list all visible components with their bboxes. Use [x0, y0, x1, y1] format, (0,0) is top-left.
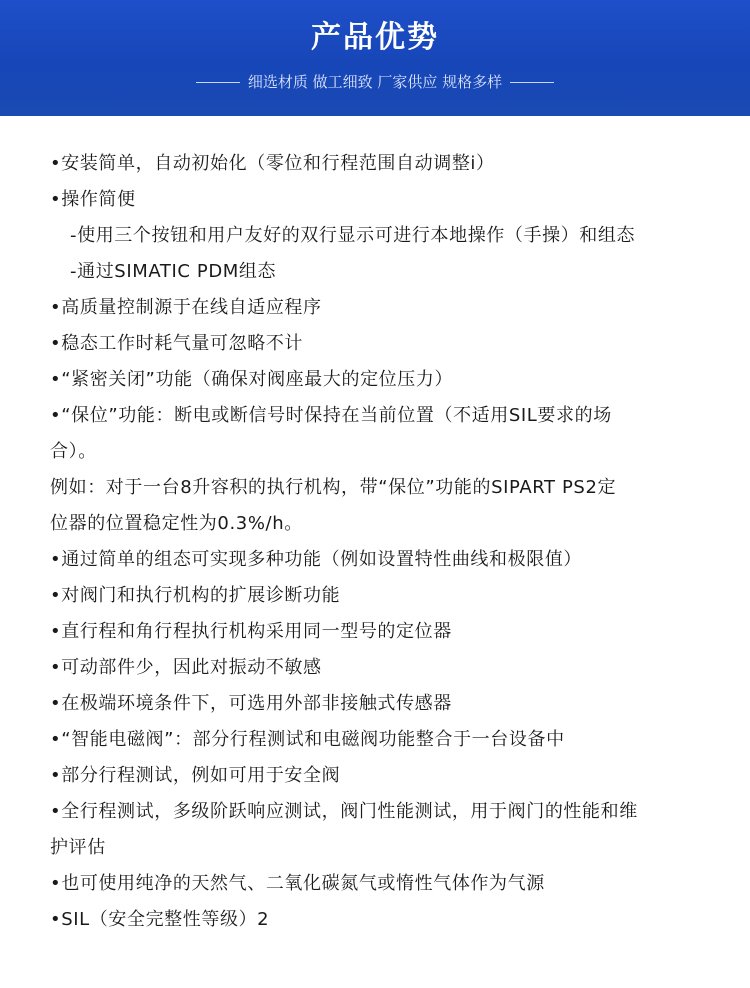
feature-line: •“智能电磁阀”：部分行程测试和电磁阀功能整合于一台设备中 [50, 729, 565, 750]
feature-line: •“保位”功能：断电或断信号时保持在当前位置（不适用SIL要求的场 [50, 405, 612, 426]
feature-line: •全行程测试，多级阶跃响应测试，阀门性能测试，用于阀门的性能和维 [50, 801, 638, 822]
feature-line: 合）。 [50, 441, 97, 462]
feature-subline: -使用三个按钮和用户友好的双行显示可进行本地操作（手操）和组态 [70, 225, 636, 246]
page-subtitle [0, 70, 750, 94]
feature-line: •对阀门和执行机构的扩展诊断功能 [50, 585, 341, 606]
feature-list [50, 146, 722, 938]
feature-line: •可动部件少，因此对振动不敏感 [50, 657, 322, 678]
feature-line: •高质量控制源于在线自适应程序 [50, 297, 322, 318]
feature-line: •在极端环境条件下，可选用外部非接触式传感器 [50, 693, 452, 714]
feature-line: •稳态工作时耗气量可忽略不计 [50, 333, 304, 354]
feature-line: •也可使用纯净的天然气、二氧化碳氮气或惰性气体作为气源 [50, 873, 545, 894]
header-banner [0, 0, 750, 116]
feature-line: 护评估 [50, 837, 106, 858]
feature-line: •直行程和角行程执行机构采用同一型号的定位器 [50, 621, 452, 642]
feature-line: •SIL（安全完整性等级）2 [50, 909, 270, 930]
feature-line: 位器的位置稳定性为0.3%/h。 [50, 513, 303, 534]
feature-line: •“紧密关闭”功能（确保对阀座最大的定位压力） [50, 369, 454, 390]
subtitle-rule-right [510, 82, 554, 83]
feature-line: •通过简单的组态可实现多种功能（例如设置特性曲线和极限值） [50, 549, 583, 570]
page-title: 产品优势 [311, 20, 439, 55]
feature-line: •操作简便 [50, 189, 136, 210]
feature-line: •安装简单，自动初始化（零位和行程范围自动调整i） [50, 153, 495, 174]
feature-subline: -通过SIMATIC PDM组态 [70, 261, 277, 282]
subtitle-rule-left [196, 82, 240, 83]
subtitle-text: 细选材质 做工细致 厂家供应 规格多样 [247, 73, 503, 91]
feature-line: •部分行程测试，例如可用于安全阀 [50, 765, 341, 786]
feature-line: 例如：对于一台8升容积的执行机构，带“保位”功能的SIPART PS2定 [50, 477, 617, 498]
